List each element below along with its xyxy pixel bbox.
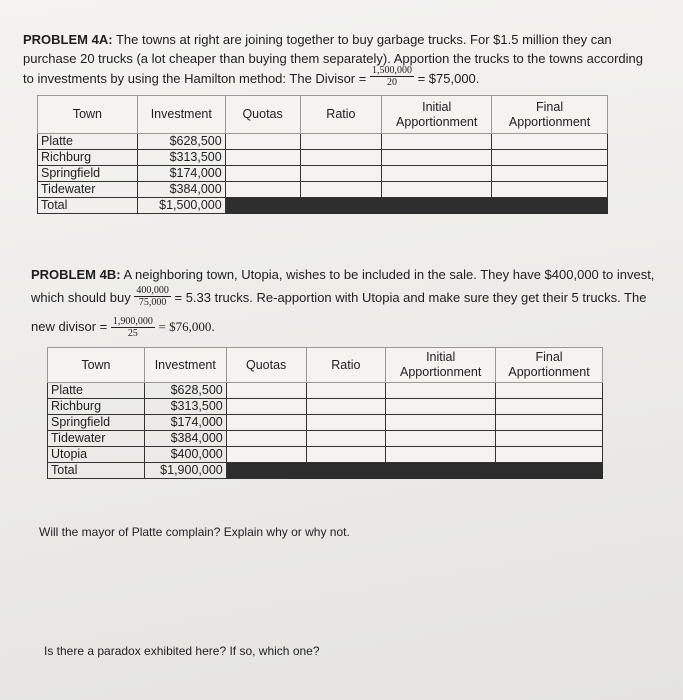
quota-cell[interactable] <box>225 166 300 182</box>
question-paradox: Is there a paradox exhibited here? If so, which one? <box>44 644 320 658</box>
quota-cell[interactable] <box>226 415 306 431</box>
initial-cell[interactable] <box>382 182 492 198</box>
final-cell[interactable] <box>492 182 608 198</box>
shaded-cell <box>382 198 492 214</box>
town-name: Total <box>38 198 138 214</box>
final-cell[interactable] <box>496 431 603 447</box>
problem-4b-label: PROBLEM 4B: <box>31 267 121 282</box>
col-initial-apportionment: Initial Apportionment <box>386 348 496 383</box>
investment-value: $384,000 <box>144 431 226 447</box>
question-platte: Will the mayor of Platte complain? Explain why or why not. <box>39 525 350 539</box>
town-name: Tidewater <box>48 431 145 447</box>
table-row <box>38 166 608 182</box>
new-divisor-fraction: $\frac{1,900,000}{25}$ <box>112 316 153 340</box>
investment-value: $628,500 <box>144 383 226 399</box>
table-row <box>48 447 603 463</box>
ratio-cell[interactable] <box>306 431 386 447</box>
problem-4b-line2-pre: which should buy <box>31 290 131 305</box>
initial-cell[interactable] <box>386 431 496 447</box>
shaded-cell <box>386 463 496 479</box>
problem-4a-line3: to investments by using the Hamilton method: The Divisor = <box>23 71 367 86</box>
trucks-fraction: $\frac{400,000}{75,000}$ <box>136 285 169 309</box>
table-row <box>48 383 603 399</box>
initial-cell[interactable] <box>382 134 492 150</box>
town-name: Springfield <box>38 166 138 182</box>
town-name: Richburg <box>48 399 145 415</box>
col-ratio: Ratio <box>300 96 382 134</box>
ratio-cell[interactable] <box>306 399 386 415</box>
shaded-cell <box>306 463 386 479</box>
quota-cell[interactable] <box>225 150 300 166</box>
shaded-cell <box>300 198 382 214</box>
initial-cell[interactable] <box>386 383 496 399</box>
initial-cell[interactable] <box>382 166 492 182</box>
final-cell[interactable] <box>492 150 608 166</box>
col-initial-apportionment: Initial Apportionment <box>382 96 492 134</box>
ratio-cell[interactable] <box>300 182 382 198</box>
investment-value: $174,000 <box>144 415 226 431</box>
table-row-total <box>38 198 608 214</box>
investment-value: $313,500 <box>137 150 225 166</box>
col-ratio: Ratio <box>306 348 386 383</box>
problem-4a-line2: purchase 20 trucks (a lot cheaper than buying them separately). Apportion the trucks to the towns according <box>23 51 644 66</box>
col-quotas: Quotas <box>225 96 300 134</box>
shaded-cell <box>226 463 306 479</box>
final-cell[interactable] <box>496 447 603 463</box>
town-name: Utopia <box>48 447 145 463</box>
quota-cell[interactable] <box>226 447 306 463</box>
table-row <box>38 150 608 166</box>
town-name: Platte <box>38 134 138 150</box>
quota-cell[interactable] <box>225 182 300 198</box>
initial-cell[interactable] <box>386 415 496 431</box>
quota-cell[interactable] <box>226 383 306 399</box>
col-investment: Investment <box>137 96 225 134</box>
table-row <box>38 134 608 150</box>
town-name: Tidewater <box>38 182 138 198</box>
ratio-cell[interactable] <box>300 134 382 150</box>
new-divisor-result: = $76,000. <box>158 319 215 334</box>
town-name: Platte <box>48 383 145 399</box>
col-investment: Investment <box>144 348 226 383</box>
investment-value: $313,500 <box>144 399 226 415</box>
new-divisor-label: new divisor = <box>31 319 108 334</box>
table-row <box>38 182 608 198</box>
problem-4b-line1: A neighboring town, Utopia, wishes to be included in the sale. They have $400,000 to invest, <box>123 267 655 282</box>
final-cell[interactable] <box>492 166 608 182</box>
ratio-cell[interactable] <box>306 447 386 463</box>
problem-4a-text <box>23 30 673 88</box>
quota-cell[interactable] <box>226 431 306 447</box>
final-cell[interactable] <box>492 134 608 150</box>
shaded-cell <box>496 463 603 479</box>
table-row <box>48 399 603 415</box>
investment-value: $400,000 <box>144 447 226 463</box>
table-4a <box>37 95 608 214</box>
investment-value: $628,500 <box>137 134 225 150</box>
col-final-apportionment: Final Apportionment <box>496 348 603 383</box>
town-name: Richburg <box>38 150 138 166</box>
final-cell[interactable] <box>496 383 603 399</box>
final-cell[interactable] <box>496 415 603 431</box>
town-name: Springfield <box>48 415 145 431</box>
divisor-result: = $75,000. <box>417 71 480 86</box>
investment-value: $1,900,000 <box>144 463 226 479</box>
initial-cell[interactable] <box>386 447 496 463</box>
town-name: Total <box>48 463 145 479</box>
col-quotas: Quotas <box>226 348 306 383</box>
shaded-cell <box>225 198 300 214</box>
investment-value: $384,000 <box>137 182 225 198</box>
divisor-fraction: $\frac{1,500,000}{20}$ <box>371 65 412 89</box>
col-town: Town <box>48 348 145 383</box>
problem-4a-line1: The towns at right are joining together to buy garbage trucks. For $1.5 million they can <box>115 32 612 47</box>
shaded-cell <box>492 198 608 214</box>
problem-4b-line2-post: = 5.33 trucks. Re-apportion with Utopia and make sure they get their 5 trucks. The <box>174 290 647 305</box>
col-final-apportionment: Final Apportionment <box>492 96 608 134</box>
investment-value: $1,500,000 <box>137 198 225 214</box>
final-cell[interactable] <box>496 399 603 415</box>
problem-4a-label: PROBLEM 4A: <box>23 32 113 47</box>
investment-value: $174,000 <box>137 166 225 182</box>
initial-cell[interactable] <box>386 399 496 415</box>
table-4b <box>47 347 603 479</box>
initial-cell[interactable] <box>382 150 492 166</box>
table-row <box>48 415 603 431</box>
table-row <box>48 431 603 447</box>
col-town: Town <box>38 96 138 134</box>
quota-cell[interactable] <box>225 134 300 150</box>
ratio-cell[interactable] <box>306 415 386 431</box>
table-row-total <box>48 463 603 479</box>
ratio-cell[interactable] <box>306 383 386 399</box>
ratio-cell[interactable] <box>300 150 382 166</box>
problem-4b-text <box>31 265 676 339</box>
quota-cell[interactable] <box>226 399 306 415</box>
ratio-cell[interactable] <box>300 166 382 182</box>
